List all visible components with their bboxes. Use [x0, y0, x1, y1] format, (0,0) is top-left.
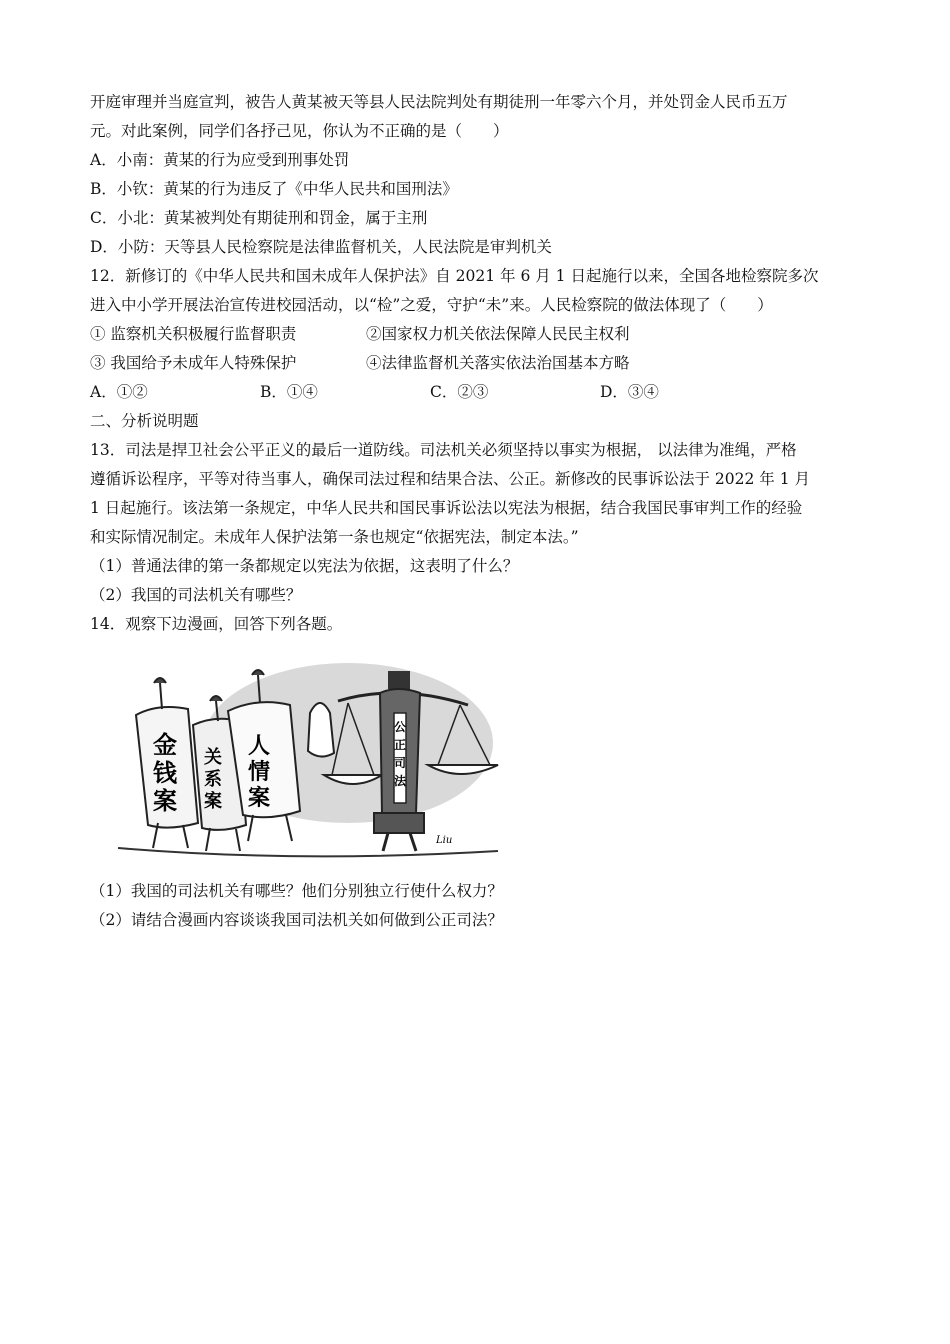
cartoon-char: 钱	[153, 759, 177, 787]
scroll-money-case	[136, 678, 198, 848]
cartoon-char: 案	[153, 787, 177, 815]
q12-stem-line1: 12．新修订的《中华人民共和国未成年人保护法》自 2021 年 6 月 1 日起施行以来，全国各地检察院多次	[90, 267, 819, 285]
cartoon-char: 案	[204, 791, 222, 812]
q11-option-b: B．小钦：黄某的行为违反了《中华人民共和国刑法》	[90, 180, 458, 198]
cartoon-char: 关	[204, 747, 222, 768]
q12-choice-d: D．③④	[600, 383, 659, 401]
q12-stem-line2: 进入中小学开展法治宣传进校园活动，以“检”之爱，守护“未”来。人民检察院的做法体现了（ ）	[90, 296, 773, 314]
cartoon-char: 人	[248, 734, 271, 759]
q11-option-d: D．小防：天等县人民检察院是法律监督机关，人民法院是审判机关	[90, 238, 552, 256]
scroll3-text	[247, 734, 270, 811]
justice-pillar	[374, 671, 424, 851]
q11-stem-line2: 元。对此案例，同学们各抒己见，你认为不正确的是（ ）	[90, 122, 509, 140]
cartoon-char: 法	[394, 774, 407, 788]
cartoon-char: 案	[248, 786, 271, 811]
q12-statements-row1	[90, 320, 865, 349]
q13-line1: 13．司法是捍卫社会公平正义的最后一道防线。司法机关必须坚持以事实为根据， 以法律为准绳，严格	[90, 441, 797, 459]
q11-option-a: A．小南：黄某的行为应受到刑事处罚	[90, 151, 350, 169]
cartoon-char: 情	[248, 760, 271, 785]
cartoon-char: 系	[204, 769, 222, 790]
q11-stem-line1: 开庭审理并当庭宣判，被告人黄某被天等县人民法院判处有期徒刑一年零六个月，并处罚金人民币五万	[90, 93, 788, 111]
section-title: 二、分析说明题	[90, 412, 199, 430]
scroll2-text	[204, 746, 222, 812]
q12-statements-row2	[90, 349, 865, 378]
exam-page	[90, 88, 865, 935]
q11-option-c: C．小北：黄某被判处有期徒刑和罚金，属于主刑	[90, 209, 428, 227]
scroll-money-case-label	[153, 731, 178, 815]
artist-signature: Liu	[436, 835, 453, 846]
q12-statement-1: ① 监察机关积极履行监督职责	[90, 325, 297, 343]
q13-line3: 1 日起施行。该法第一条规定，中华人民共和国民事诉讼法以宪法为根据，结合我国民事审判工作的经验	[90, 499, 803, 517]
q12-statement-4: ④法律监督机关落实依法治国基本方略	[366, 354, 630, 372]
cartoon-char: 正	[394, 738, 407, 752]
stop-hand	[308, 703, 334, 757]
justice-cartoon	[98, 653, 508, 863]
q14-sub2: （2）请结合漫画内容谈谈我国司法机关如何做到公正司法？	[90, 911, 503, 929]
q12-statement-2: ②国家权力机关依法保障人民民主权利	[366, 325, 630, 343]
cartoon-char: 金	[153, 731, 177, 759]
q12-choice-c: C．②③	[430, 383, 489, 401]
q13-line4: 和实际情况制定。未成年人保护法第一条也规定“依据宪法，制定本法。”	[90, 528, 579, 546]
q12-choices	[90, 378, 865, 407]
q13-line2: 遵循诉讼程序，平等对待当事人，确保司法过程和结果合法、公正。新修改的民事诉讼法于 2022 年 1 月	[90, 470, 811, 488]
q12-choice-a: A．①②	[90, 383, 148, 401]
q13-sub2: （2）我国的司法机关有哪些？	[90, 586, 302, 604]
q12-statement-3: ③ 我国给予未成年人特殊保护	[90, 354, 297, 372]
cartoon-char: 司	[394, 756, 407, 770]
cartoon-char: 公	[394, 720, 407, 734]
q12-choice-b: B．①④	[260, 383, 318, 401]
q14-stem: 14．观察下边漫画，回答下列各题。	[90, 615, 343, 633]
q14-sub1: （1）我国的司法机关有哪些？他们分别独立行使什么权力？	[90, 882, 503, 900]
q13-sub1: （1）普通法律的第一条都规定以宪法为依据，这表明了什么？	[90, 557, 519, 575]
